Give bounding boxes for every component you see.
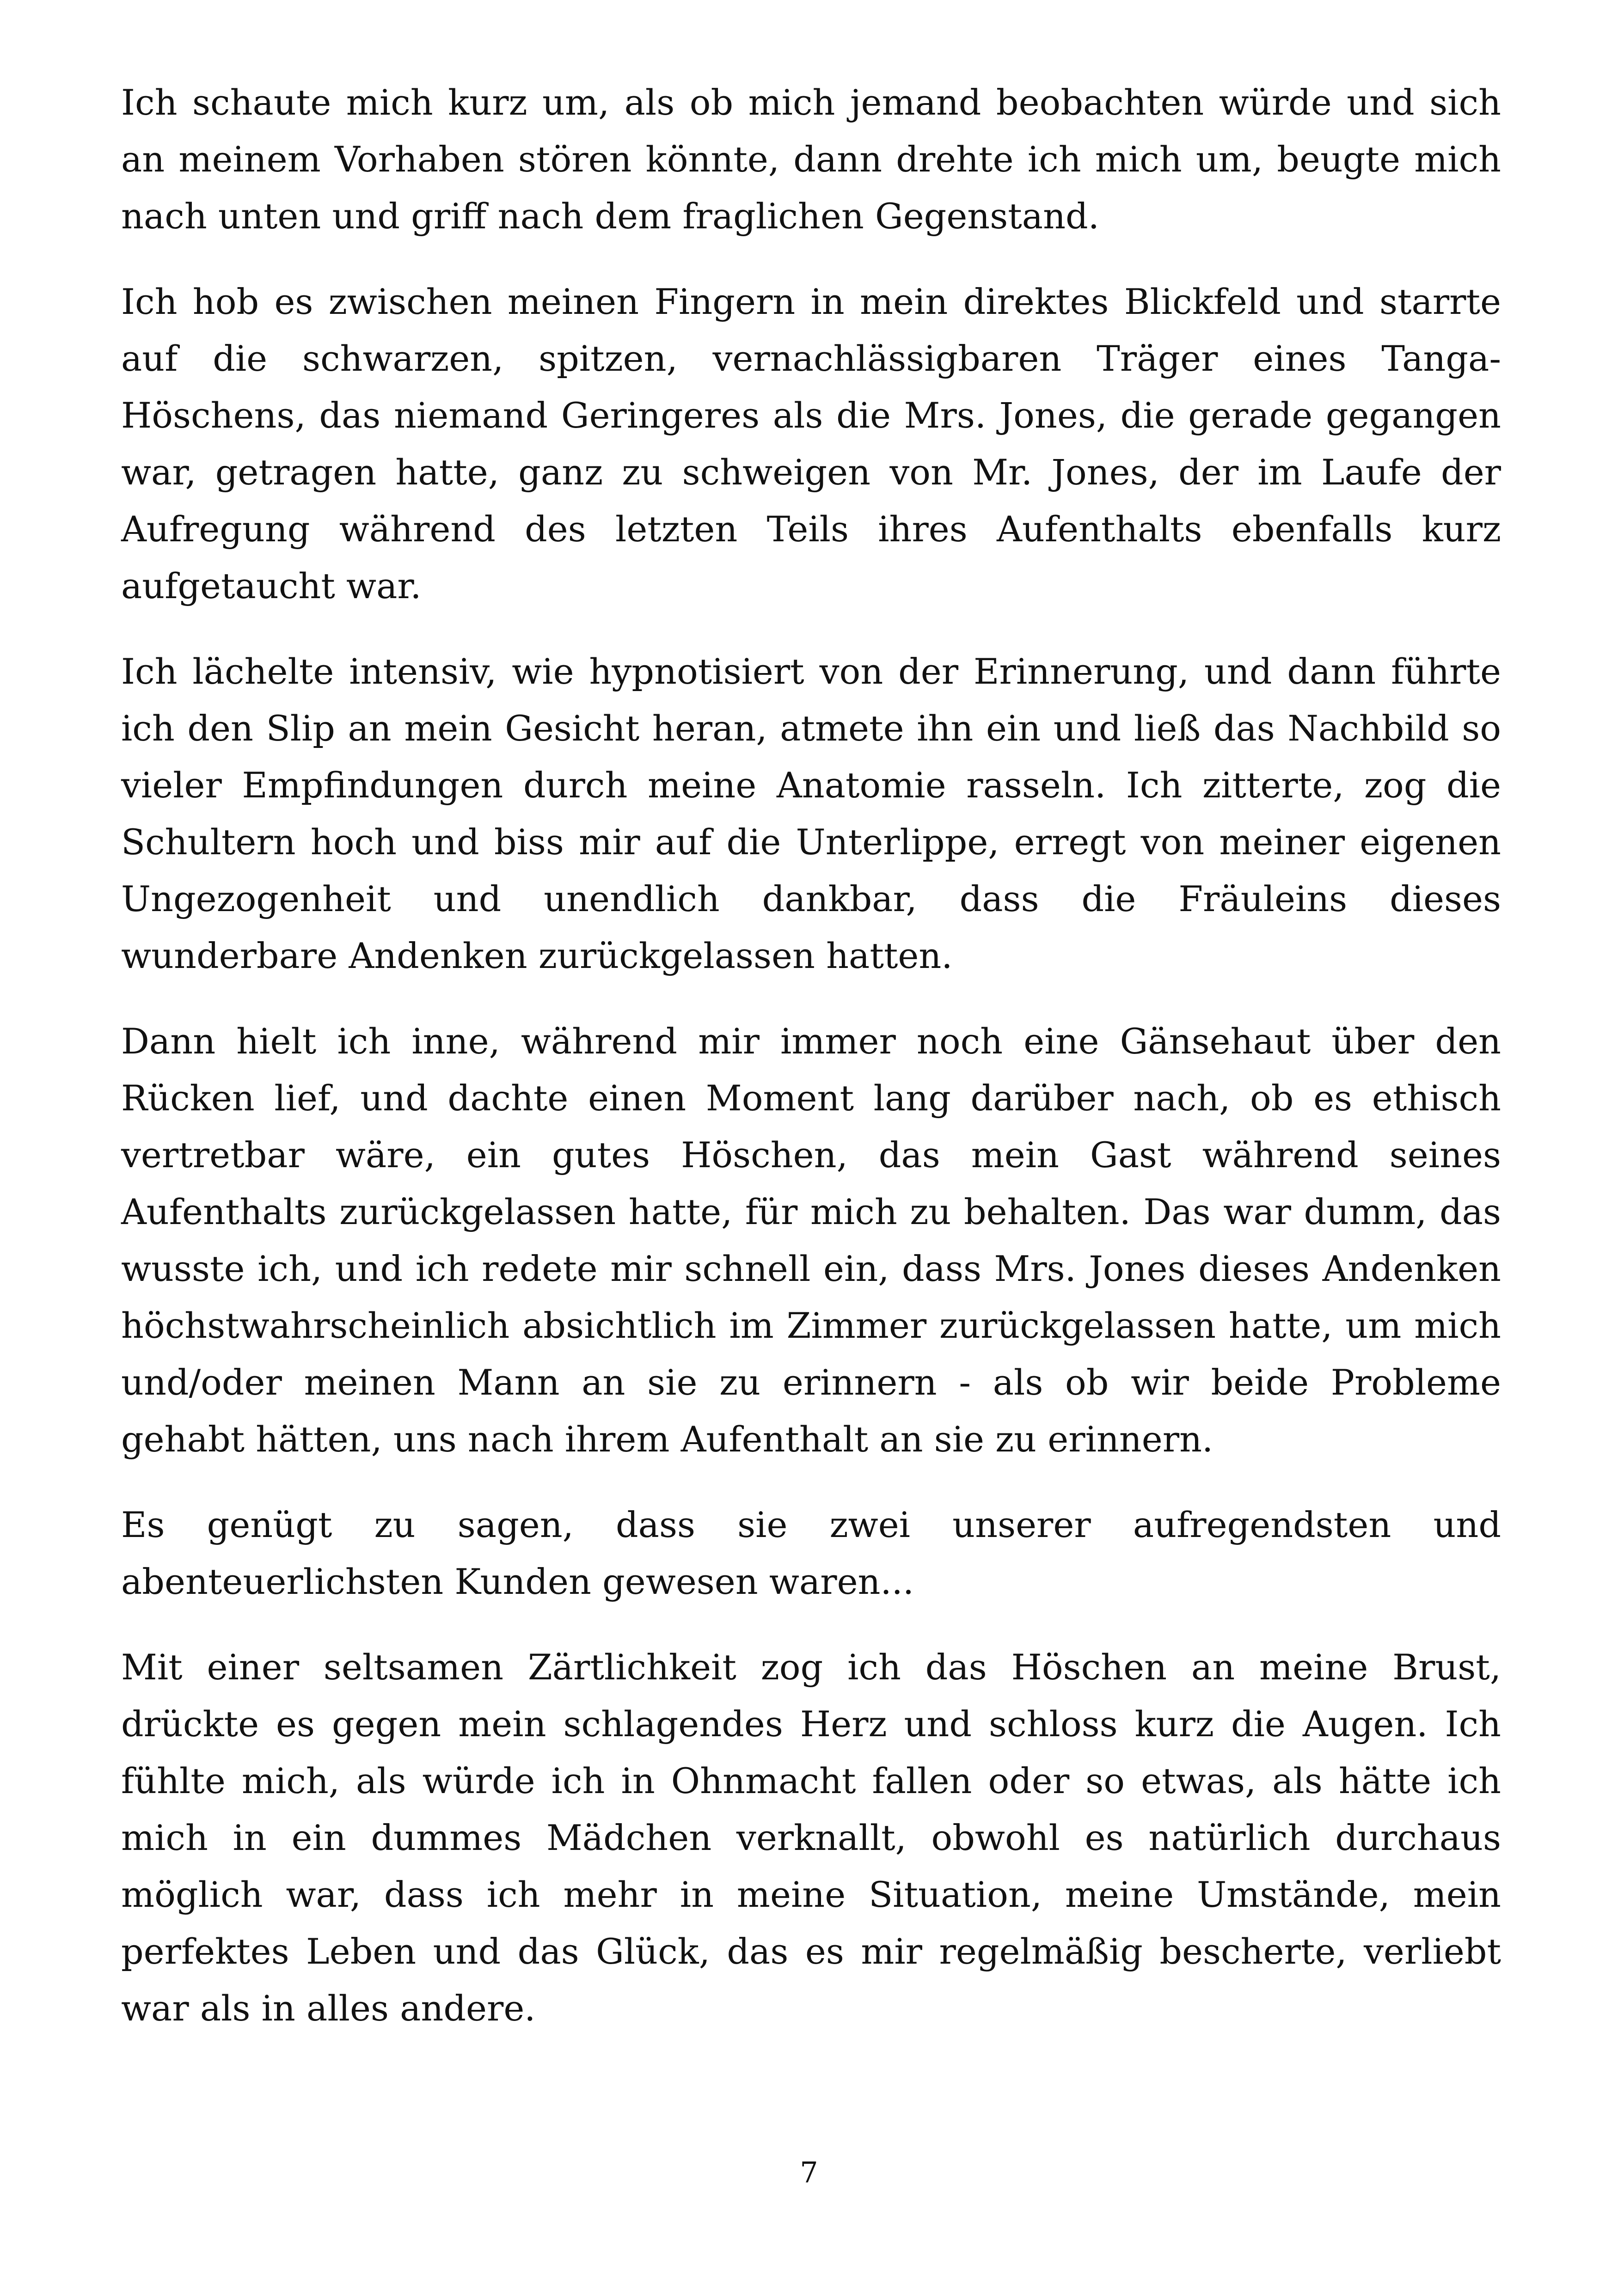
paragraph: Es genügt zu sagen, dass sie zwei unserer aufregendsten und abenteuerlichsten Kunden gewesen waren... [121, 1504, 1501, 1602]
paragraph: Dann hielt ich inne, während mir immer noch eine Gänsehaut über den Rücken lief, und dachte einen Moment lang darüber nach, ob es ethisch vertretbar wäre, ein gutes Höschen, das mein Gast während seines Aufenthalts zurückgelassen hatte, für mich zu behalten. Das war dumm, das wusste ich, und ich redete mir schnell ein, dass Mrs. Jones dieses Andenken höchstwahrscheinlich absichtlich im Zimmer zurückgelassen hatte, um mich und/oder meinen Mann an sie zu erinnern - als ob wir beide Probleme gehabt hätten, uns nach ihrem Aufenthalt an sie zu erinnern. [121, 1021, 1501, 1460]
paragraph: Ich hob es zwischen meinen Fingern in mein direktes Blickfeld und starrte auf die schwarzen, spitzen, vernachlässigbaren Träger eines Tanga-Höschens, das niemand Geringeres als die Mrs. Jones, die gerade gegangen war, getragen hatte, ganz zu schweigen von Mr. Jones, der im Laufe der Aufregung während des letzten Teils ihres Aufenthalts ebenfalls kurz aufgetaucht war. [121, 281, 1501, 606]
paragraph: Ich schaute mich kurz um, als ob mich jemand beobachten würde und sich an meinem Vorhaben stören könnte, dann drehte ich mich um, beugte mich nach unten und griff nach dem fraglichen Gegenstand. [121, 82, 1501, 237]
paragraph: Ich lächelte intensiv, wie hypnotisiert von der Erinnerung, und dann führte ich den Slip an mein Gesicht heran, atmete ihn ein und ließ das Nachbild so vieler Empfindungen durch meine Anatomie rasseln. Ich zitterte, zog die Schultern hoch und biss mir auf die Unterlippe, erregt von meiner eigenen Ungezogenheit und unendlich dankbar, dass die Fräuleins dieses wunderbare Andenken zurückgelassen hatten. [121, 651, 1501, 976]
page-number: 7 [800, 2155, 818, 2189]
body-text [121, 74, 1501, 2037]
paragraph: Mit einer seltsamen Zärtlichkeit zog ich das Höschen an meine Brust, drückte es gegen mein schlagendes Herz und schloss kurz die Augen. Ich fühlte mich, als würde ich in Ohnmacht fallen oder so etwas, als hätte ich mich in ein dummes Mädchen verknallt, obwohl es natürlich durchaus möglich war, dass ich mehr in meine Situation, meine Umstände, mein perfektes Leben und das Glück, das es mir regelmäßig bescherte, verliebt war als in alles andere. [121, 1647, 1501, 2029]
